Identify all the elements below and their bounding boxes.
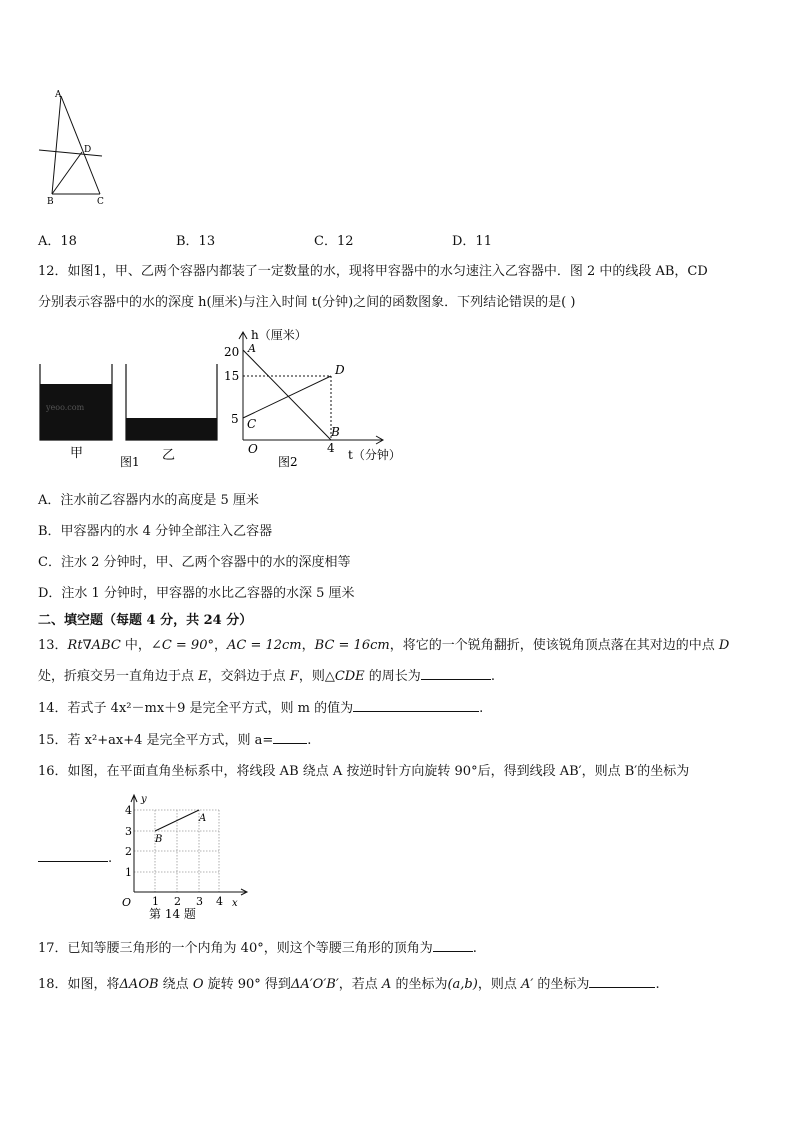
- q17-line: [38, 937, 477, 956]
- figure2-caption: 图2: [278, 455, 298, 469]
- grid-tick-x4: 4: [216, 895, 223, 908]
- grid-caption: 第 14 题: [149, 907, 196, 921]
- q13-line2d: 的周长为: [364, 669, 421, 684]
- y-axis-label: h（厘米）: [251, 328, 307, 342]
- q11-option-b: B．13: [176, 234, 216, 249]
- triangle-figure: [30, 86, 110, 208]
- grid-tick-y1: 1: [125, 866, 132, 879]
- grid-tick-x3: 3: [196, 895, 203, 908]
- q18-a-prime: A′: [520, 977, 534, 992]
- q12-option-c: C．注水 2 分钟时，甲、乙两个容器中的水的深度相等: [38, 555, 351, 570]
- grid-origin: O: [122, 896, 132, 909]
- q13-line2c: ，则△: [298, 669, 335, 684]
- section-2-title: 二、填空题（每题 4 分，共 24 分）: [38, 613, 253, 628]
- origin-label: O: [248, 442, 258, 456]
- q18-p2: 绕点: [158, 977, 193, 992]
- figure1-caption: 图1: [120, 455, 140, 469]
- q18-coord: (a,b): [447, 977, 478, 992]
- q12-option-a: A．注水前乙容器内水的高度是 5 厘米: [38, 493, 259, 508]
- containers-figure: [34, 362, 224, 470]
- tick-15: 15: [224, 369, 240, 383]
- q13-bc: BC = 16cm: [314, 638, 390, 653]
- q18-p6: ，则点: [477, 977, 521, 992]
- q12-stem-line1: 12．如图1，甲、乙两个容器内都装了一定数量的水，现将甲容器中的水匀速注入乙容器中．图 2 中的线段 AB，CD: [38, 264, 708, 279]
- container-yi-label: 乙: [162, 448, 176, 463]
- q13-rt: Rt: [67, 638, 83, 653]
- grid-tick-y3: 3: [125, 825, 132, 838]
- q13-point-f: F: [289, 669, 299, 684]
- q13-ac: AC = 12cm: [226, 638, 302, 653]
- q11-option-c: C．12: [314, 234, 354, 249]
- q18-o: O: [192, 977, 204, 992]
- tick-5: 5: [231, 412, 239, 426]
- container-watermark: yeoo.com: [46, 403, 85, 412]
- q13-mid: 中，: [120, 638, 151, 653]
- q13-triangle-abc: ∇ABC: [82, 638, 121, 653]
- q13-answer-blank[interactable]: [421, 667, 491, 680]
- q18-a: A: [381, 977, 392, 992]
- q12-stem-line2: 分别表示容器中的水的深度 h(厘米)与注入时间 t(分钟)之间的函数图象．下列结论错误的是( ): [38, 295, 576, 310]
- q16-end: .: [108, 851, 113, 866]
- q18-tri2: ΔA′O′B′: [290, 977, 339, 992]
- q17-text: 17．已知等腰三角形的一个内角为 40°，则这个等腰三角形的顶角为: [38, 941, 433, 956]
- q13-sep1: ，: [213, 638, 227, 653]
- vertex-d-label: D: [84, 145, 92, 155]
- point-d-label: D: [335, 363, 345, 377]
- q13-cde: CDE: [334, 669, 365, 684]
- vertex-b-label: B: [47, 197, 54, 207]
- q13-angle-c: ∠C = 90°: [150, 638, 214, 653]
- q18-p3: 旋转 90° 得到: [203, 977, 291, 992]
- point-c-label: C: [247, 417, 257, 431]
- q14-answer-blank[interactable]: [353, 699, 479, 712]
- vertex-a-label: A: [55, 90, 62, 100]
- x-axis-label: t（分钟）: [348, 448, 401, 462]
- q18-end: .: [655, 977, 660, 992]
- q18-p7: 的坐标为: [533, 977, 590, 992]
- grid-axis-x: x: [232, 898, 238, 909]
- q18-tri1: ΔAOB: [119, 977, 159, 992]
- coordinate-grid-figure: [115, 790, 255, 922]
- container-jia-label: 甲: [70, 446, 84, 461]
- q18-p1: 18．如图，将: [38, 977, 120, 992]
- tick-20: 20: [224, 345, 240, 359]
- tick-x-4: 4: [327, 441, 335, 455]
- vertex-c-label: C: [97, 197, 104, 207]
- q13-line1: [38, 634, 729, 653]
- q18-line: [38, 973, 660, 992]
- q11-option-d: D．11: [452, 234, 492, 249]
- q14-end: .: [479, 701, 484, 716]
- grid-axis-y: y: [141, 794, 147, 805]
- depth-time-graph: [220, 328, 420, 473]
- grid-tick-y4: 4: [125, 804, 132, 817]
- q12-option-d: D．注水 1 分钟时，甲容器的水比乙容器的水深 5 厘米: [38, 586, 355, 601]
- q15-line: [38, 729, 311, 748]
- grid-tick-x2: 2: [174, 895, 181, 908]
- q16-answer: [38, 849, 112, 866]
- point-a-label: A: [248, 342, 256, 355]
- q13-end: .: [490, 669, 495, 684]
- grid-point-a: A: [199, 813, 207, 824]
- grid-tick-y2: 2: [125, 845, 132, 858]
- q14-text: 14．若式子 4x²－mx＋9 是完全平方式，则 m 的值为: [38, 701, 354, 716]
- q13-line2b: ，交斜边于点: [207, 669, 290, 684]
- q13-tail: ，将它的一个锐角翻折，使该锐角顶点落在其对边的中点: [389, 638, 719, 653]
- q18-p4: ，若点: [338, 977, 382, 992]
- q13-sep2: ，: [301, 638, 315, 653]
- q12-option-b: B．甲容器内的水 4 分钟全部注入乙容器: [38, 524, 273, 539]
- q13-point-e: E: [198, 669, 208, 684]
- grid-tick-x1: 1: [152, 895, 159, 908]
- q13-line2a: 处，折痕交另一直角边于点: [38, 669, 199, 684]
- q11-option-a: A．18: [38, 234, 77, 249]
- q18-p5: 的坐标为: [391, 977, 448, 992]
- q15-end: .: [307, 733, 312, 748]
- q13-point-d: D: [718, 638, 730, 653]
- q17-answer-blank[interactable]: [433, 939, 473, 952]
- q18-answer-blank[interactable]: [589, 975, 655, 988]
- q16-answer-blank[interactable]: [38, 849, 108, 862]
- q13-line2: [38, 665, 495, 684]
- point-b-label: B: [331, 425, 340, 439]
- q15-answer-blank[interactable]: [273, 731, 307, 744]
- q14-line: [38, 697, 483, 716]
- q17-end: .: [472, 941, 477, 956]
- grid-point-b: B: [155, 834, 163, 845]
- q15-text: 15．若 x²+ax+4 是完全平方式，则 a=: [38, 733, 274, 748]
- q16-stem: 16．如图，在平面直角坐标系中，将线段 AB 绕点 A 按逆时针方向旋转 90°后，得到线段 AB′，则点 B′的坐标为: [38, 764, 690, 779]
- q13-prefix: 13．: [38, 638, 68, 653]
